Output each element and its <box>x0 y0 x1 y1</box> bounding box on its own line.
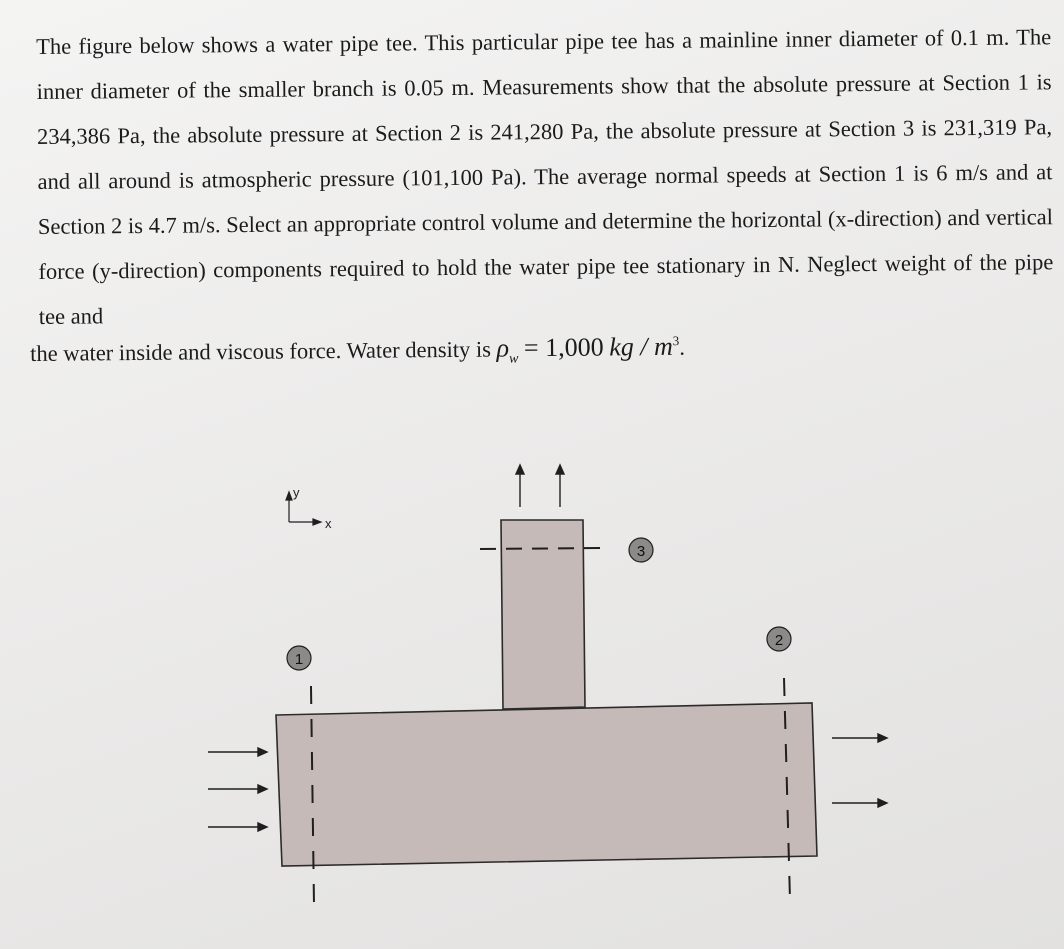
main-pipe <box>276 703 817 866</box>
section-2-label: 2 <box>774 632 784 649</box>
problem-text: The figure below shows a water pipe tee. This particular pipe tee has a mainline inner diameter of 0.1 m. The inner diameter of the smaller branch is 0.05 m. Measurements show that the absolute pressure at Section 1 is 234,386 Pa, the absolute pressure at Section 2 is 241,280 Pa, the absolute pressure at Section 3 is 231,319 Pa, and all around is atmospheric pressure (101,100 Pa). The average normal speeds at Section 1 is 6 m/s and at Section 2 is 4.7 m/s. Select an appropriate control volume and determine the horizontal (x-direction) and vertical force (y-direction) components required to hold the water pipe tee stationary in N. Neglect weight of the pipe tee and <box>36 24 1054 329</box>
section-3-marker <box>629 538 653 562</box>
x-axis-label: x <box>325 516 332 531</box>
section-3-line <box>480 548 606 549</box>
branch-flow-arrows <box>516 465 564 507</box>
y-axis-arrow <box>286 492 292 500</box>
inlet-arrow <box>208 785 267 793</box>
y-axis-label: y <box>293 485 300 500</box>
density-value: = 1,000 <box>523 332 604 363</box>
inlet-flow-arrows <box>208 748 267 831</box>
rho-letter: ρ <box>496 333 510 363</box>
section-1-marker <box>287 646 311 670</box>
outlet-flow-arrows <box>832 734 887 807</box>
section-2-marker <box>767 627 791 651</box>
branch-arrow <box>516 465 524 507</box>
density-suffix: . <box>679 334 686 360</box>
inlet-arrow <box>208 823 267 831</box>
outlet-arrow <box>832 799 887 807</box>
axes <box>286 485 332 531</box>
outlet-arrow <box>832 734 887 742</box>
x-axis-arrow <box>313 519 321 525</box>
inlet-arrow <box>208 748 267 756</box>
section-1-label: 1 <box>294 651 304 668</box>
density-unit-exponent: 3 <box>672 333 680 349</box>
section-3-label: 3 <box>636 543 646 560</box>
rho-subscript: w <box>509 351 519 367</box>
density-prefix: the water inside and viscous force. Water density is <box>30 336 492 366</box>
density-unit-base: kg / m <box>609 331 673 362</box>
branch-arrow <box>556 465 564 507</box>
